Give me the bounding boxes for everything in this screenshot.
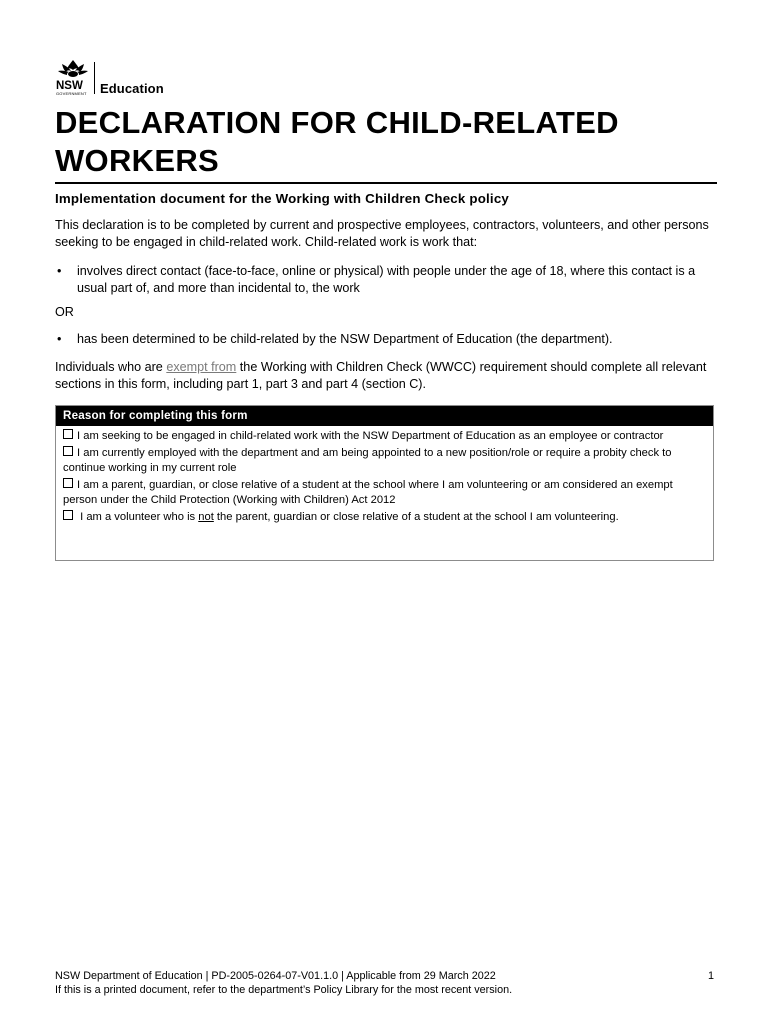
- checkbox-icon[interactable]: [63, 510, 73, 520]
- bullet-text: involves direct contact (face-to-face, online or physical) with people under the age of 18, where this contact is a usual part of, and more than incidental to, the work: [77, 264, 696, 295]
- checkbox-icon[interactable]: [63, 429, 73, 439]
- logo-gov-text: GOVERNMENT: [56, 91, 87, 96]
- list-item: [55, 331, 717, 348]
- bullet-text: has been determined to be child-related by the NSW Department of Education (the department).: [77, 332, 613, 346]
- intro-paragraph: This declaration is to be completed by current and prospective employees, contractors, volunteers, and other persons seeking to be engaged in child-related work. Child-related work is work that:: [55, 218, 709, 249]
- exempt-paragraph: [55, 359, 717, 393]
- reason-option-employee[interactable]: [63, 429, 707, 444]
- checkbox-icon[interactable]: [63, 478, 73, 488]
- checkbox-icon[interactable]: [63, 446, 73, 456]
- list-item: [55, 263, 717, 297]
- reason-option-volunteer[interactable]: [63, 510, 707, 525]
- reason-header: Reason for completing this form: [56, 406, 713, 426]
- footer-document-info: NSW Department of Education | PD-2005-0264-07-V01.1.0 | Applicable from 29 March 2022: [55, 970, 496, 982]
- reason-option-emphasis: not: [198, 511, 214, 523]
- or-label: OR: [55, 305, 74, 319]
- logo-divider: [94, 62, 95, 94]
- exempt-text-after: the Working with Children Check (WWCC) requirement should complete all relevant sections in this form, including part 1, part 3 and part 4 (section C).: [55, 360, 707, 391]
- reason-option-current-employee[interactable]: [63, 446, 707, 476]
- exempt-text-before: Individuals who are: [55, 360, 167, 374]
- footer-printed-notice: If this is a printed document, refer to the department’s Policy Library for the most recent version.: [55, 984, 513, 996]
- page-title: DECLARATION FOR CHILD-RELATED WORKERS: [55, 105, 619, 178]
- page-subtitle: Implementation document for the Working with Children Check policy: [55, 191, 510, 206]
- reason-options: [56, 426, 713, 525]
- reason-option-label-before: I am a volunteer who is: [80, 511, 199, 523]
- bullet-icon: •: [57, 332, 62, 346]
- bullet-icon: •: [57, 264, 62, 278]
- logo-education-text: Education: [100, 81, 164, 96]
- title-divider: [55, 182, 717, 184]
- reason-option-parent-volunteer[interactable]: [63, 478, 707, 508]
- waratah-logo-icon: [56, 58, 90, 96]
- page-number: 1: [707, 970, 714, 982]
- reason-option-label: I am seeking to be engaged in child-related work with the NSW Department of Education as an employee or contractor: [77, 430, 664, 442]
- logo-short-text: NSW: [56, 80, 83, 92]
- reason-option-label-after: the parent, guardian or close relative of a student at the school I am volunteering.: [213, 511, 619, 523]
- reason-option-label: I am currently employed with the department and am being appointed to a new position/role or require a probity check to continue working in my current role: [63, 447, 672, 474]
- exempt-from-link[interactable]: exempt from: [166, 360, 237, 374]
- reason-option-label: I am a parent, guardian, or close relative of a student at the school where I am volunteering or am considered an exempt person under the Child Protection (Working with Children) Act 2012: [63, 479, 673, 506]
- reason-form-box: [55, 405, 714, 561]
